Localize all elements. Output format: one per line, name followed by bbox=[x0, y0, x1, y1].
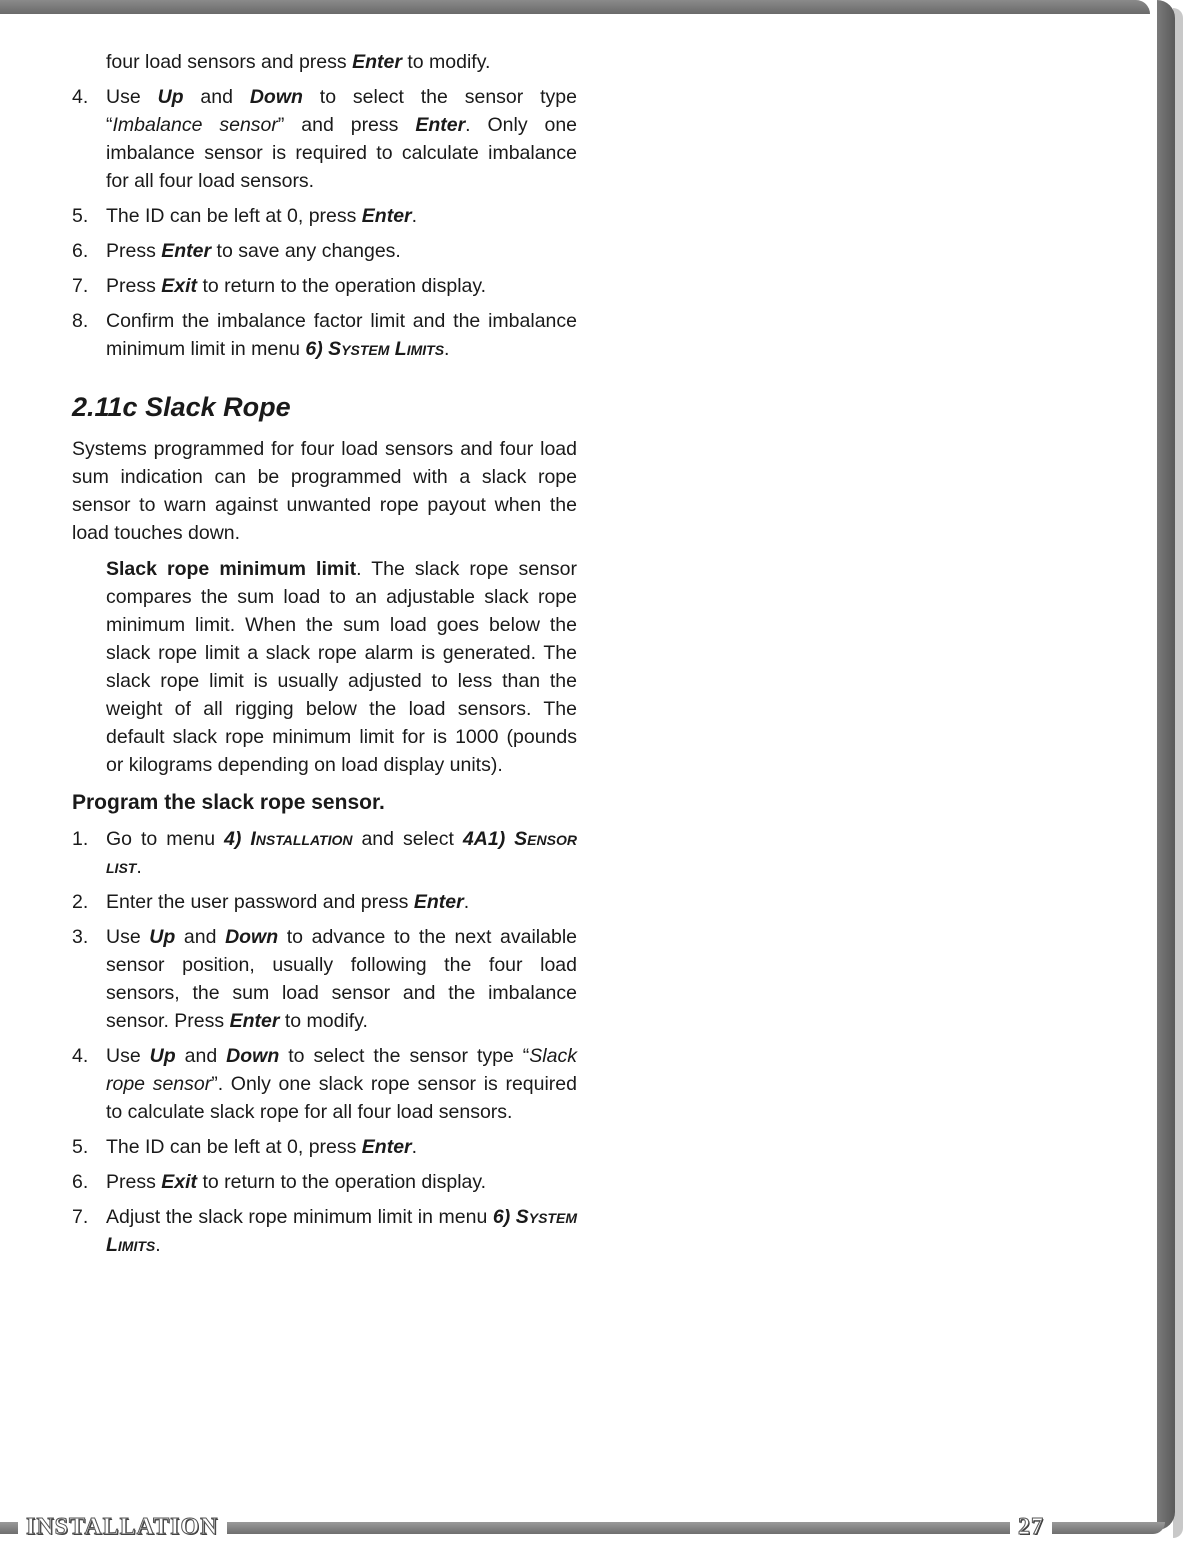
list-item: 4. Use Up and Down to select the sensor type “Slack rope sensor”. Only one slack rope sensor is required to calculate slack rope for all four load sensors. bbox=[72, 1045, 577, 1123]
list-item: 4. Use Up and Down to select the sensor type “Imbalance sensor” and press Enter. Only one imbalance sensor is required to calculate imbalance for all four load sensors. bbox=[72, 86, 578, 192]
procedure-heading: Program the slack rope sensor. bbox=[72, 791, 385, 814]
list-item: 5. The ID can be left at 0, press Enter. bbox=[72, 205, 418, 227]
page-frame-right bbox=[1157, 0, 1175, 1530]
list-item: 3. Use Up and Down to advance to the next available sensor position, usually following the four load sensors, the sum load sensor and the imbalance sensor. Press Enter to modify. bbox=[72, 926, 577, 1032]
section-heading: 2.11c Slack Rope bbox=[72, 392, 291, 422]
list-item: 5. The ID can be left at 0, press Enter. bbox=[72, 1136, 418, 1158]
list-item: 2. Enter the user password and press Enter. bbox=[72, 891, 470, 913]
section-intro: Systems programmed for four load sensors and four load sum indication can be programmed with a slack rope sensor to warn against unwanted rope payout when the load touches down. bbox=[72, 438, 577, 544]
page-number: 27 bbox=[1010, 1514, 1052, 1540]
list-item: 7. Press Exit to return to the operation display. bbox=[72, 275, 487, 297]
list-item: 6. Press Exit to return to the operation display. bbox=[72, 1171, 487, 1193]
page-frame-top bbox=[0, 0, 1150, 14]
definition-paragraph: Slack rope minimum limit. The slack rope sensor compares the sum load to an adjustable slack rope minimum limit. When the sum load goes below the slack rope limit a slack rope alarm is generated. The slack rope limit is usually adjusted to less than the weight of all rigging below the load sensors. The default slack rope minimum limit for is 1000 (pounds or kilograms depending on load display units). bbox=[106, 558, 577, 776]
content-column bbox=[72, 48, 577, 1266]
footer-section-label: INSTALLATION bbox=[18, 1514, 227, 1540]
list-item: 7. Adjust the slack rope minimum limit in menu 6) System Limits. bbox=[72, 1206, 577, 1256]
continued-step: four load sensors and press Enter to modify. bbox=[106, 51, 491, 73]
list-item: 6. Press Enter to save any changes. bbox=[72, 240, 401, 262]
list-item: 8. Confirm the imbalance factor limit and the imbalance minimum limit in menu 6) System Limits. bbox=[72, 310, 577, 360]
list-item: 1. Go to menu 4) Installation and select 4A1) Sensor list. bbox=[72, 828, 577, 878]
